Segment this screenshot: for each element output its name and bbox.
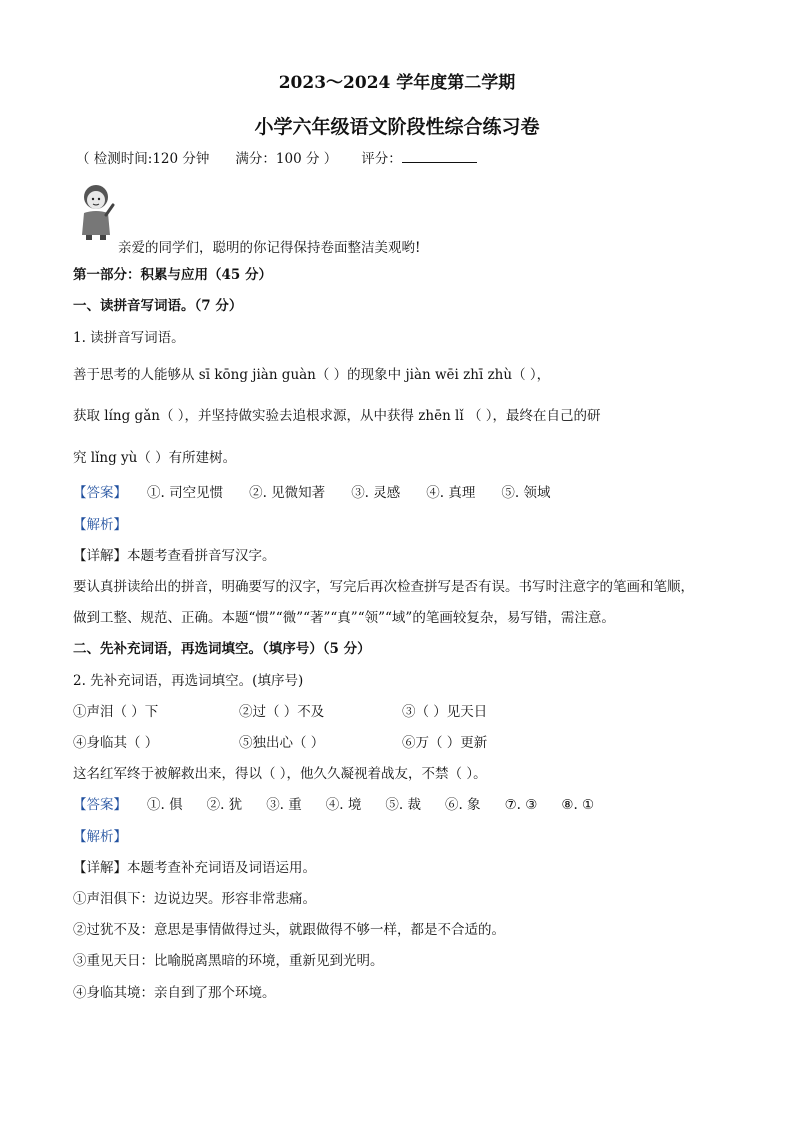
q1-analysis-label: 【解析】 [73,517,127,533]
answer-item: ②. 见微知著 [249,485,326,501]
answer-item: ④. 境 [325,797,362,813]
answer-item: ④. 真理 [426,485,476,501]
term-title: 2023～2024 学年度第二学期 [278,73,516,93]
q2-explanation-item: ④身临其境：亲自到了那个环境。 [73,985,276,1001]
q2-heading: 二、先补充词语，再选词填空。（填序号）（5 分） [73,641,371,657]
idiom-item: ③（ ）见天日 [402,704,488,720]
student-cartoon-icon [76,183,116,241]
idiom-item: ①声泪（ ）下 [73,704,159,720]
q2-explanation-item: ②过犹不及：意思是事情做得过头，就跟做得不够一样，都是不合适的。 [73,922,505,938]
q1-heading: 一、读拼音写词语。（7 分） [73,298,243,314]
q2-row-1 [73,703,487,721]
idiom-item: ④身临其（ ） [73,735,159,751]
q1-line-1: 善于思考的人能够从 sī kōng jiàn guàn（ ）的现象中 jiàn wēi zhī zhù（ ）， [73,367,551,383]
q2-explanation-item: ③重见天日：比喻脱离黑暗的环境，重新见到光明。 [73,953,384,969]
grade-label: 评分： [361,151,402,167]
exam-title: 小学六年级语文阶段性综合练习卷 [254,116,540,138]
q2-detail: 【详解】本题考查补充词语及词语运用。 [73,860,316,876]
answer-item: ①. 司空见惯 [147,485,224,501]
part1-heading: 第一部分：积累与应用（45 分） [73,267,272,283]
q1-answer-row [73,484,550,502]
idiom-item: ⑥万（ ）更新 [402,735,488,751]
answer-item: ③. 灵感 [351,485,401,501]
answer-item: ⑧. ① [561,797,595,813]
q1-explanation-1: 要认真拼读给出的拼音，明确要写的汉字，写完后再次检查拼写是否有误。书写时注意字的笔画和笔顺， [73,579,694,595]
grade-blank[interactable] [402,150,477,163]
q1-detail: 【详解】本题考查看拼音写汉字。 [73,548,276,564]
idiom-item: ②过（ ）不及 [239,704,325,720]
q1-line-2: 获取 líng gǎn（ ），并坚持做实验去追根求源，从中获得 zhēn lǐ （ ），最终在自己的研 [73,408,601,424]
q2-fill-sentence: 这名红军终于被解救出来，得以（ ），他久久凝视着战友，不禁（ ）。 [73,766,487,782]
answer-label: 【答案】 [73,485,127,501]
answer-item: ③. 重 [266,797,302,813]
answer-item: ⑤. 领域 [501,485,551,501]
q2-explanation-item: ①声泪俱下：边说边哭。形容非常悲痛。 [73,891,316,907]
exam-full-score: 满分：100 分 ） [235,151,338,167]
exam-time: （ 检测时间:120 分钟 [76,151,210,167]
q2-row-2 [73,734,487,752]
q1-explanation-2: 做到工整、规范、正确。本题“惯”“微”“著”“真”“领”“域”的笔画较复杂，易写错，需注意。 [73,610,615,626]
greeting-text: 亲爱的同学们，聪明的你记得保持卷面整洁美观哟! [118,240,421,256]
q2-analysis-label: 【解析】 [73,829,127,845]
q2-subtitle: 2. 先补充词语，再选词填空。(填序号) [73,673,304,689]
answer-item: ①. 俱 [147,797,183,813]
q1-subtitle: 1. 读拼音写词语。 [73,330,185,346]
answer-item: ②. 犹 [206,797,243,813]
q2-answer-row [73,796,594,814]
idiom-item: ⑤独出心（ ） [239,735,325,751]
answer-item: ⑥. 象 [444,797,481,813]
answer-item: ⑤. 裁 [385,797,421,813]
exam-info [76,150,477,168]
q1-line-3: 究 lǐng yù（ ）有所建树。 [73,450,237,466]
answer-label: 【答案】 [73,797,127,813]
answer-item: ⑦. ③ [504,797,538,813]
